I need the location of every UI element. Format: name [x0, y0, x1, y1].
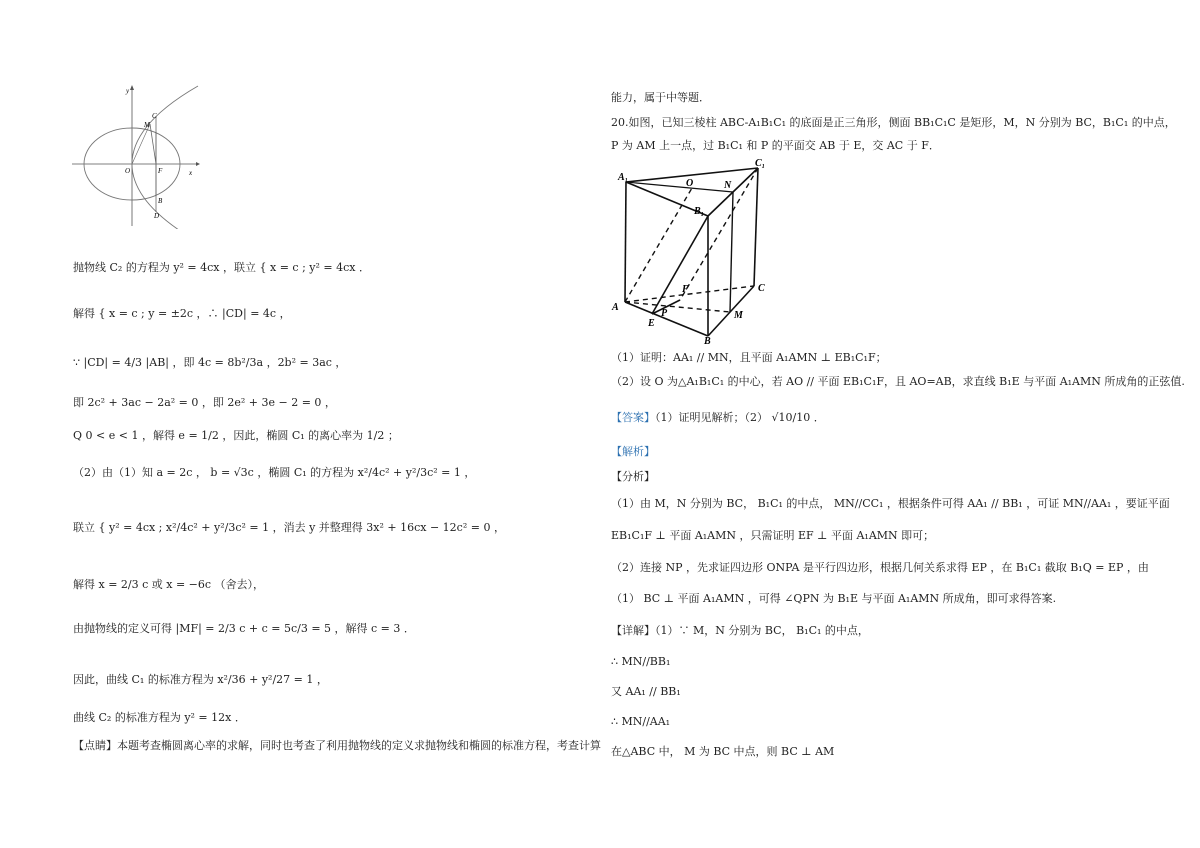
y-axis-arrow: [130, 85, 134, 90]
fig-label-a1: A₁: [618, 172, 629, 183]
label-f: F: [158, 167, 163, 175]
left-line-11: 曲线 C₂ 的标准方程为 y² = 12x ．: [73, 711, 246, 724]
edge-aa1: [625, 182, 626, 302]
left-line-8: 解得 x = 2/3 c 或 x = −6c （舍去），: [73, 578, 265, 591]
right-line-12: 又 AA₁ // BB₁: [611, 685, 681, 698]
right-line-6: （1）由 M，N 分别为 BC， B₁C₁ 的中点， MN//CC₁ ，根据条件可得 AA₁ // BB₁ ，可证 MN//AA₁ ，要证平面: [611, 497, 1170, 510]
fig-label-c1: C₁: [755, 158, 766, 169]
left-line-1: 抛物线 C₂ 的方程为 y² = 4cx ，联立 { x = c ; y² = 4cx ．: [73, 261, 370, 274]
segment-mf: [150, 124, 156, 164]
x-axis-arrow: [196, 162, 200, 166]
answer-line: [611, 410, 825, 426]
fig-label-f: F: [682, 284, 689, 295]
left-line-5: Q 0 < e < 1 ，解得 e = 1/2 ，因此，椭圆 C₁ 的离心率为 1/2 ；: [73, 429, 399, 442]
right-line-7: EB₁C₁F ⊥ 平面 A₁AMN ，只需证明 EF ⊥ 平面 A₁AMN 即可；: [611, 529, 935, 542]
left-line-12: 【点睛】本题考查椭圆离心率的求解，同时也考查了利用抛物线的定义求抛物线和椭圆的标准方程，考查计算: [73, 739, 601, 752]
fig-label-o: O: [686, 178, 694, 189]
fig-label-b1: B₁: [694, 206, 705, 217]
segment-mn: [730, 192, 733, 312]
left-line-2: 解得 { x = c ; y = ±2c ，∴ |CD| = 4c ，: [73, 307, 291, 320]
right-line-4: （1）证明：AA₁ // MN，且平面 A₁AMN ⊥ EB₁C₁F；: [611, 351, 887, 364]
analysis-tag: 【解析】: [611, 445, 655, 458]
right-line-11: ∴ MN//BB₁: [611, 655, 671, 668]
right-line-14: 在△ABC 中， M 为 BC 中点，则 BC ⊥ AM: [611, 745, 835, 758]
label-b: B: [158, 197, 163, 205]
left-line-9: 由抛物线的定义可得 |MF| = 2/3 c + c = 5c/3 = 5 ，解得 c = 3 ．: [73, 622, 415, 635]
right-line-5: （2）设 O 为△A₁B₁C₁ 的中心，若 AO // 平面 EB₁C₁F，且 AO=AB，求直线 B₁E 与平面 A₁AMN 所成角的正弦值.: [611, 375, 1185, 388]
fig-label-c: C: [758, 283, 765, 294]
label-c: C: [152, 112, 157, 120]
edge-ac-dashed: [625, 286, 754, 302]
label-d: D: [154, 212, 160, 220]
segment-ob: [132, 124, 150, 164]
segment-am: [625, 302, 730, 312]
left-line-7: 联立 { y² = 4cx ; x²/4c² + y²/3c² = 1 ，消去 y 并整理得 3x² + 16cx − 12c² = 0 ，: [73, 521, 505, 534]
right-line-13: ∴ MN//AA₁: [611, 715, 671, 728]
answer-text: （1）证明见解析；（2） √10/10 ．: [655, 411, 825, 424]
right-line-10: 【详解】（1）∵ M，N 分别为 BC， B₁C₁ 的中点，: [611, 624, 869, 637]
left-line-6: （2）由（1）知 a = 2c ， b = √3c ，椭圆 C₁ 的方程为 x²/4c² + y²/3c² = 1 ，: [73, 466, 476, 479]
prism-figure: [608, 156, 773, 346]
fenxi-tag: 【分析】: [611, 470, 655, 483]
fig-label-b: B: [704, 336, 711, 346]
right-line-1: 能力，属于中等题．: [611, 91, 710, 104]
fig-label-e: E: [648, 318, 655, 329]
parabola-c2: [132, 86, 198, 229]
left-line-3: ∵ |CD| = 4/3 |AB| ，即 4c = 8b²/3a ，2b² = 3ac ，: [73, 356, 347, 369]
label-m: M: [144, 121, 150, 129]
label-o: O: [125, 167, 131, 175]
answer-tag: 【答案】: [611, 411, 655, 424]
edge-cc1: [754, 168, 758, 286]
fig-label-a: A: [612, 302, 619, 313]
label-y: y: [126, 87, 130, 95]
edge-b1e: [652, 216, 708, 314]
right-line-9: （1） BC ⊥ 平面 A₁AMN ，可得 ∠QPN 为 B₁E 与平面 A₁AMN 所成角，即可求得答案.: [611, 592, 1057, 605]
label-x: x: [189, 169, 193, 177]
fig-label-p: P: [661, 308, 668, 319]
fig-label-m: M: [734, 310, 743, 321]
right-line-3: P 为 AM 上一点，过 B₁C₁ 和 P 的平面交 AB 于 E，交 AC 于 F．: [611, 139, 940, 152]
left-line-10: 因此，曲线 C₁ 的标准方程为 x²/36 + y²/27 = 1 ，: [73, 673, 328, 686]
fig-label-n: N: [724, 180, 732, 191]
right-line-8: （2）连接 NP ，先求证四边形 ONPA 是平行四边形，根据几何关系求得 EP ，在 B₁C₁ 截取 B₁Q = EP ，由: [611, 561, 1149, 574]
segment-a1n: [626, 182, 733, 192]
ellipse-parabola-figure: [70, 84, 200, 229]
right-line-2: 20.如图，已知三棱柱 ABC-A₁B₁C₁ 的底面是正三角形，侧面 BB₁C₁C 是矩形，M，N 分别为 BC，B₁C₁ 的中点，: [611, 116, 1176, 129]
left-line-4: 即 2c² + 3ac − 2a² = 0 ，即 2e² + 3e − 2 = 0 ，: [73, 396, 336, 409]
